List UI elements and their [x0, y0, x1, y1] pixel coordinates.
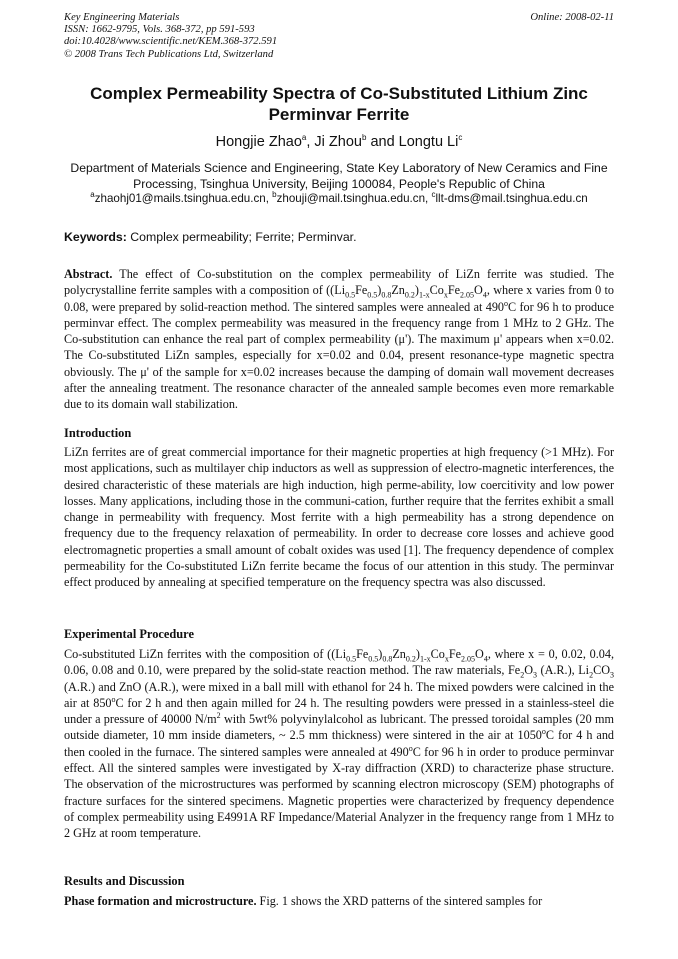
subscript: 3 [610, 670, 614, 680]
subscript: x [444, 654, 449, 664]
subscript: 4 [483, 654, 488, 664]
results-paragraph [64, 893, 614, 909]
body-text: (A.R.) and ZnO (A.R.), were mixed in a ball mill with ethanol for 24 h. The mixed powders were calcined in the air at 850 [64, 679, 614, 710]
subscript: 0.5 [346, 654, 357, 664]
section-heading-results: Results and Discussion [64, 874, 185, 888]
abstract-label: Abstract. [64, 267, 113, 281]
subscript: x [443, 290, 448, 300]
copyright-line: © 2008 Trans Tech Publications Ltd, Switzerland [64, 48, 274, 60]
abstract-text: Co [429, 283, 444, 298]
abstract-text: Fe [447, 283, 461, 298]
subscript: 0.5 [367, 290, 378, 300]
keywords-text: Complex permeability; Ferrite; Perminvar. [130, 230, 357, 244]
body-text: Fe [356, 647, 369, 661]
author-list [60, 134, 618, 150]
subscript: 1-x [419, 654, 431, 664]
keywords [64, 230, 614, 244]
subscript: 2 [520, 670, 525, 680]
subscript: 4 [482, 290, 487, 300]
subscript: 2.05 [460, 290, 475, 300]
superscript: o [504, 298, 509, 308]
subscript: 0.5 [368, 654, 379, 664]
body-text: with 5wt% polyvinylalcohol as lubricant. The pressed toroidal samples (20 mm outside diameter, 10 mm inside diameters, ~ 2.5 mm thickness) were sintered in the air at 1050 [64, 712, 614, 743]
subscript: 2.05 [461, 654, 476, 664]
subscript: 0.2 [405, 654, 416, 664]
body-text: C for 2 h and then again milled for 24 h. The resulting powders were pressed in a stainless-steel die under a pressure of 40000 N/m [64, 695, 614, 727]
body-text: C for 4 h and then cooled in the furnace. The sintered samples were annealed at 490 [64, 728, 615, 759]
author-mark: c [458, 133, 463, 143]
body-text: Fe [448, 647, 462, 661]
author-separator: , [306, 134, 315, 150]
author-separator: and [366, 134, 399, 150]
affiliation: Department of Materials Science and Engineering, State Key Laboratory of New Ceramics and Fine Processing, Tsinghua University, Beijing 100084, People's Republic of China [70, 161, 608, 191]
subscript: 0.2 [404, 290, 415, 300]
issn-line: ISSN: 1662-9795, Vols. 368-372, pp 591-593 [64, 24, 255, 36]
introduction-paragraph: LiZn ferrites are of great commercial importance for their magnetic properties at high frequency (>1 MHz). For most applications, such as multilayer chip inductors as well as suppression of electro-magnetic interferences, the desired characteristic of these materials are high induction, high perme-ability, low coercitivity and low power losses. Many applications, including those in the communi-cation, further require that the ferrites exhibit a small change in permeability with frequency. Most ferrite with a high permeability has a strong dependence on frequency due to the frequency relaxation of permeability. In order to decrease core losses and achieve good electromagnetic properties a small amount of cobalt oxides was used [1]. The frequency dependence of complex permeability for the Co-substituted LiZn ferrite became the focus of our attention in this study. The perminvar effect produced by annealing at specified temperature on the frequency spectra was also discussed. [64, 445, 614, 590]
doi-line: doi:10.4028/www.scientific.net/KEM.368-372.591 [64, 36, 278, 48]
paper-title: Complex Permeability Spectra of Co-Substituted Lithium Zinc Perminvar Ferrite [90, 84, 588, 124]
body-text: CO [593, 663, 610, 678]
email-address: llt-dms@mail.tsinghua.edu.cn [435, 192, 588, 205]
body-text: Zn [392, 647, 406, 661]
abstract-text: O [474, 283, 483, 298]
section-heading-experimental: Experimental Procedure [64, 627, 194, 641]
abstract-text: C for 96 h to produce perminvar effect. The complex permeability was measured in the frequency range from 1 MHz to 2 GHz. The Co-substitution can enhance the real part of complex permeability (μ'). The maximum μ' appears when x=0.02. The Co-substituted LiZn samples, especially for x=0.02 and 0.04, present resonance-type magnetic spectra obviously. The μ' of the sample for x=0.02 increases because the damping of domain wall movement decreases after the annealing treatment. The resonance character of the annealed sample becomes even more remarkable due to its domain wall stabilization. [64, 299, 614, 412]
section-heading-introduction: Introduction [64, 426, 132, 440]
subscript: 2 [589, 670, 594, 680]
body-text: O [475, 647, 484, 661]
superscript: o [408, 743, 413, 753]
subscript: 0.8 [382, 654, 393, 664]
abstract-text: , where x varies from 0 to 0.08, were prepared by solid-reaction method. The sintered samples were annealed at 490 [64, 283, 614, 314]
author-mark: b [361, 133, 367, 143]
keywords-label: Keywords: [64, 230, 127, 244]
journal-name: Key Engineering Materials [64, 12, 180, 23]
running-header [64, 12, 614, 61]
body-text: Co [430, 647, 445, 661]
body-text: (A.R.), Li [537, 663, 590, 678]
email-address: zhouji@mail.tsinghua.edu.cn [276, 192, 426, 205]
author-name: Longtu Li [398, 134, 459, 150]
results-text: Fig. 1 shows the XRD patterns of the sintered samples for [256, 894, 543, 908]
results-run-in-heading: Phase formation and microstructure. [64, 894, 257, 908]
online-date: Online: 2008-02-11 [530, 12, 614, 23]
abstract-paragraph [64, 266, 614, 413]
email-mark: b [272, 190, 277, 200]
email-address: zhaohj01@mails.tsinghua.edu.cn [94, 192, 266, 205]
email-mark: c [431, 190, 436, 200]
email-mark: a [90, 190, 95, 200]
author-name: Ji Zhou [314, 134, 362, 150]
subscript: 3 [533, 670, 537, 680]
superscript: o [111, 694, 116, 704]
abstract-text: Zn [391, 283, 405, 298]
experimental-paragraph [64, 646, 614, 842]
superscript: o [541, 727, 546, 737]
body-text: ) [378, 647, 383, 661]
superscript: 2 [216, 711, 221, 721]
author-mark: a [301, 133, 307, 143]
body-text: ) [415, 647, 420, 661]
subscript: 1-x [418, 290, 430, 300]
body-text: , where x = 0, 0.02, 0.04, 0.06, 0.08 and 0.10, were prepared by the solid-state reaction method. The raw materials, Fe [64, 647, 614, 678]
author-name: Hongjie Zhao [215, 134, 302, 150]
abstract-text: ) [414, 283, 419, 298]
body-text: O [524, 663, 533, 678]
subscript: 0.8 [381, 290, 392, 300]
abstract-text: Fe [355, 283, 368, 298]
abstract-text: ) [377, 283, 382, 298]
body-text: Co-substituted LiZn ferrites with the composition of ((Li [64, 647, 347, 661]
subscript: 0.5 [345, 290, 356, 300]
body-text: C for 96 h in order to produce perminvar effect. All the sintered samples were investigated by X-ray diffraction (XRD) to characterize phase structure. The observation of the microstructures was performed by scanning electron microscopy (SEM) photographs of fracture surfaces for the sintered specimens. Magnetic properties were characterized by frequency dependence of complex permeability using E4991A RF Impedance/Material Analyzer in the frequency range from 1 MHz to 2 GHz at room temperature. [64, 744, 614, 841]
abstract-text: The effect of Co-substitution on the complex permeability of LiZn ferrite was studied. The polycrystalline ferrite samples with a composition of ((Li [64, 267, 614, 298]
email-list: $^a$zhaohj01@mails.tsinghua.edu.cn, $^b$zhouji@mail.tsinghua.edu.cn, $^c$llt-dms@mail.tsinghua.edu.cn [90, 190, 588, 205]
